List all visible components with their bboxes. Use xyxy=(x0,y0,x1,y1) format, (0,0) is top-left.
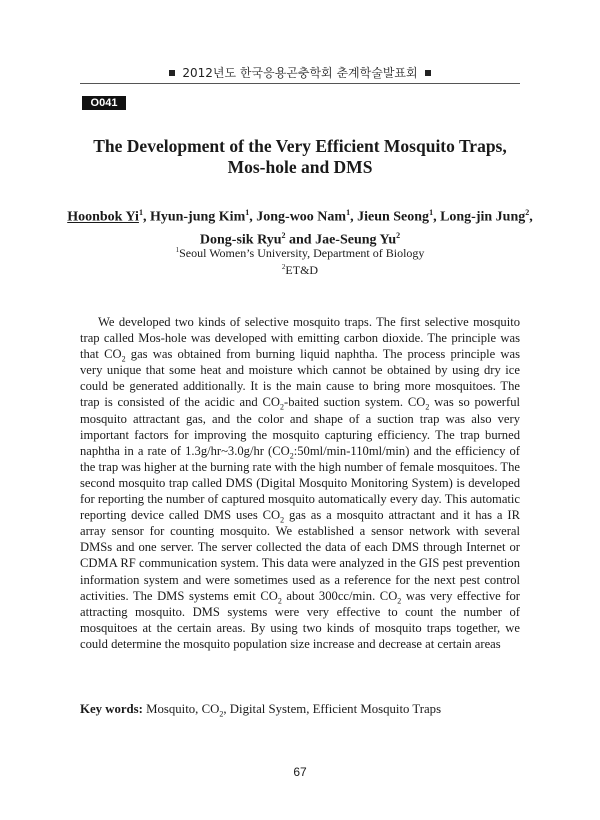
paper-title xyxy=(60,136,540,178)
author-name: Hoonbok Yi xyxy=(67,209,139,225)
abstract-text: was very effective for attracting mosquito. DMS systems were very effective to count the number of mosquitoes at the certain areas. By using two kinds of mosquito traps together, we could determine the mosquito population size increase and decrease at certain areas xyxy=(80,588,520,651)
conference-header xyxy=(0,64,600,81)
author-name: Dong-sik Ryu xyxy=(199,232,282,248)
square-bullet-icon xyxy=(425,70,431,76)
affiliation-sup: 2 xyxy=(281,263,286,271)
author-name: Jong-woo Nam xyxy=(256,209,347,225)
subscript: 2 xyxy=(397,596,402,606)
affiliation-sup: 1 xyxy=(175,246,180,254)
author-affil-sup: 2 xyxy=(525,208,530,217)
subscript: 2 xyxy=(277,596,282,606)
author-separator: , xyxy=(529,209,533,225)
author-affil-sup: 2 xyxy=(396,230,401,240)
author-name: Long-jin Jung xyxy=(440,209,526,225)
abstract-text: -baited suction system. CO xyxy=(284,395,426,410)
keywords-label: Key words: xyxy=(80,702,143,716)
author-separator: , xyxy=(350,209,358,225)
affiliation-1 xyxy=(60,246,540,261)
author-name: Jieun Seong xyxy=(357,209,430,225)
square-bullet-icon xyxy=(169,70,175,76)
subscript: 2 xyxy=(280,515,285,525)
conference-header-text: 2012년도 한국응용곤충학회 춘계학술발표회 xyxy=(182,66,418,80)
author-list xyxy=(60,204,540,249)
affiliation-text: Seoul Women’s University, Department of Biology xyxy=(179,246,425,260)
keywords-line xyxy=(80,701,520,723)
author-separator: and xyxy=(285,232,316,248)
header-rule xyxy=(80,83,520,84)
abstract-text: about 300cc/min. CO xyxy=(281,588,398,603)
subscript: 2 xyxy=(425,402,430,412)
paper-title-line-2: Mos-hole and DMS xyxy=(227,157,373,177)
author-affil-sup: 1 xyxy=(245,208,250,217)
author-affil-sup: 1 xyxy=(429,208,434,217)
author-name: Hyun-jung Kim xyxy=(149,209,246,225)
author-separator: , xyxy=(249,209,257,225)
abstract-body xyxy=(80,314,520,652)
author-line-1 xyxy=(60,204,540,227)
author-separator: , xyxy=(433,209,441,225)
abstract-text: was so powerful mosquito attractant gas, and the color and shape of a suction trap was also very important factors for improving the mosquito capturing efficiency. The trap burned naphtha in a rate of 1.3g/hr~3.0g/hr (CO xyxy=(80,395,520,458)
abstract-text: :50ml/min-110ml/min) and the efficiency of the trap was higher at the burning rate with the high number of female mosquitoes. The second mosquito trap called DMS (Digital Mosquito Monitoring System) is developed for reporting the number of captured mosquito automatically every day. This automatic reporting device called DMS uses CO xyxy=(80,443,520,523)
page-number: 67 xyxy=(293,765,307,779)
author-affil-sup: 2 xyxy=(281,230,286,240)
subscript: 2 xyxy=(121,354,126,364)
keywords-text: , Digital System, Efficient Mosquito Traps xyxy=(223,702,442,716)
affiliation-2 xyxy=(60,263,540,278)
abstract-id-badge: O041 xyxy=(82,96,126,110)
author-separator: , xyxy=(142,209,150,225)
author-affil-sup: 1 xyxy=(138,208,143,217)
abstract-text: We developed two kinds of selective mosquito traps. The first selective mosquito trap called Mos-hole was developed with emitting carbon dioxide. The principle was that CO xyxy=(80,315,520,362)
author-affil-sup: 1 xyxy=(346,208,351,217)
author-name: Jae-Seung Yu xyxy=(315,232,397,248)
abstract-text: gas as a mosquito attractant and it has a IR array sensor for counting mosquito. We established a sensor network with several DMSs and one server. The server collected the data of each DMS through Internet or CDMA RF communication system. This data were analyzed in the GIS pest prevention information system and were sometimes used as a reference for the next pest control activities. The DMS systems emit CO xyxy=(80,508,521,603)
keywords-text: Mosquito, CO xyxy=(142,702,220,716)
subscript: 2 xyxy=(219,709,224,719)
paper-title-line-1: The Development of the Very Efficient Mosquito Traps, xyxy=(93,136,507,156)
abstract-text: gas was obtained from burning liquid naphtha. The process principle was very unique that some heat and moisture which cannot be obtained by using dry ice could be generated additionally. It is the main cause to bring more mosquitoes. The trap is consisted of the acidic and CO xyxy=(80,347,520,410)
subscript: 2 xyxy=(280,402,285,412)
subscript: 2 xyxy=(289,451,294,461)
affiliation-text: ET&D xyxy=(285,263,319,277)
